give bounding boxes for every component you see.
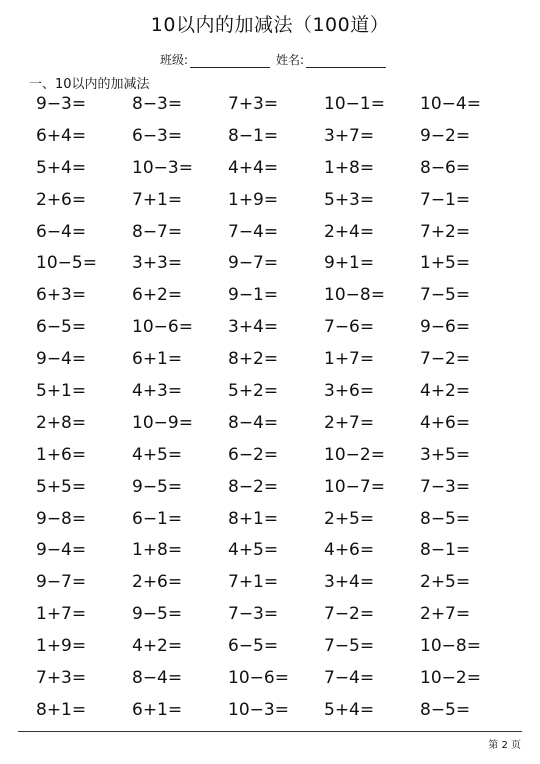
problem-row xyxy=(36,534,516,566)
problem-row xyxy=(36,407,516,439)
problem-item: 7−1= xyxy=(420,189,471,210)
problem-item: 2+8= xyxy=(36,412,87,433)
section-heading: 一、10以内的加减法 xyxy=(29,77,150,92)
problem-item: 5+3= xyxy=(324,189,375,210)
problem-row xyxy=(36,152,516,184)
problem-grid xyxy=(36,88,516,726)
problem-item: 3+7= xyxy=(324,125,375,146)
problem-item: 8−2= xyxy=(228,476,279,497)
name-blank-line[interactable] xyxy=(306,55,386,68)
problem-item: 1+8= xyxy=(324,157,375,178)
problem-item: 9−5= xyxy=(132,604,183,625)
problem-item: 4+2= xyxy=(420,380,471,401)
problem-item: 2+7= xyxy=(420,604,471,625)
problem-item: 4+6= xyxy=(324,540,375,561)
problem-item: 2+6= xyxy=(132,572,183,593)
problem-item: 2+5= xyxy=(420,572,471,593)
problem-item: 6+3= xyxy=(36,285,87,306)
problem-item: 9−8= xyxy=(36,508,87,529)
student-info xyxy=(160,51,386,68)
problem-item: 1+9= xyxy=(36,636,87,657)
problem-row xyxy=(36,566,516,598)
problem-item: 10−3= xyxy=(228,699,289,720)
problem-item: 8−5= xyxy=(420,699,471,720)
problem-item: 1+7= xyxy=(324,349,375,370)
problem-item: 7−2= xyxy=(324,604,375,625)
problem-item: 8−6= xyxy=(420,157,471,178)
problem-item: 7−5= xyxy=(324,636,375,657)
problem-row xyxy=(36,503,516,535)
problem-item: 3+6= xyxy=(324,380,375,401)
footer-divider xyxy=(18,731,522,732)
problem-item: 2+5= xyxy=(324,508,375,529)
problem-row xyxy=(36,311,516,343)
problem-item: 5+2= xyxy=(228,380,279,401)
problem-item: 7+3= xyxy=(228,93,279,114)
problem-item: 6−4= xyxy=(36,221,87,242)
page-number: 第 2 页 xyxy=(488,740,521,751)
class-label: 班级: xyxy=(160,53,189,67)
problem-item: 10−6= xyxy=(132,317,193,338)
problem-item: 8+2= xyxy=(228,349,279,370)
problem-item: 1+6= xyxy=(36,444,87,465)
problem-item: 7+3= xyxy=(36,667,87,688)
problem-item: 6−2= xyxy=(228,444,279,465)
problem-item: 9−4= xyxy=(36,540,87,561)
problem-item: 10−8= xyxy=(420,636,481,657)
problem-item: 5+4= xyxy=(36,157,87,178)
problem-item: 3+4= xyxy=(228,317,279,338)
problem-item: 9−4= xyxy=(36,349,87,370)
problem-item: 7−6= xyxy=(324,317,375,338)
problem-item: 4+5= xyxy=(228,540,279,561)
problem-item: 9−6= xyxy=(420,317,471,338)
problem-item: 7−4= xyxy=(324,667,375,688)
problem-item: 9−7= xyxy=(36,572,87,593)
problem-item: 2+7= xyxy=(324,412,375,433)
problem-row xyxy=(36,343,516,375)
problem-item: 5+4= xyxy=(324,699,375,720)
problem-item: 6−3= xyxy=(132,125,183,146)
problem-item: 7−5= xyxy=(420,285,471,306)
problem-item: 9−7= xyxy=(228,253,279,274)
problem-item: 5+5= xyxy=(36,476,87,497)
problem-row xyxy=(36,439,516,471)
problem-item: 7+2= xyxy=(420,221,471,242)
problem-item: 8−4= xyxy=(132,667,183,688)
problem-item: 8−7= xyxy=(132,221,183,242)
problem-item: 6+4= xyxy=(36,125,87,146)
problem-item: 1+8= xyxy=(132,540,183,561)
problem-item: 8+1= xyxy=(228,508,279,529)
problem-row xyxy=(36,375,516,407)
problem-item: 1+9= xyxy=(228,189,279,210)
problem-row xyxy=(36,120,516,152)
problem-item: 4+5= xyxy=(132,444,183,465)
problem-item: 6+2= xyxy=(132,285,183,306)
problem-item: 10−6= xyxy=(228,667,289,688)
problem-item: 3+4= xyxy=(324,572,375,593)
problem-row xyxy=(36,184,516,216)
problem-item: 4+4= xyxy=(228,157,279,178)
problem-item: 6+1= xyxy=(132,349,183,370)
problem-row xyxy=(36,216,516,248)
problem-item: 4+2= xyxy=(132,636,183,657)
problem-item: 7−3= xyxy=(228,604,279,625)
problem-item: 4+3= xyxy=(132,380,183,401)
problem-item: 7+1= xyxy=(228,572,279,593)
problem-row xyxy=(36,279,516,311)
problem-item: 9−5= xyxy=(132,476,183,497)
problem-item: 3+3= xyxy=(132,253,183,274)
problem-item: 10−3= xyxy=(132,157,193,178)
problem-item: 2+4= xyxy=(324,221,375,242)
problem-item: 10−5= xyxy=(36,253,97,274)
problem-item: 6−5= xyxy=(36,317,87,338)
problem-item: 10−7= xyxy=(324,476,385,497)
problem-item: 10−1= xyxy=(324,93,385,114)
problem-item: 9−3= xyxy=(36,93,87,114)
problem-row xyxy=(36,694,516,726)
problem-item: 7−3= xyxy=(420,476,471,497)
problem-item: 10−2= xyxy=(420,667,481,688)
problem-row xyxy=(36,630,516,662)
problem-row xyxy=(36,471,516,503)
problem-item: 10−8= xyxy=(324,285,385,306)
problem-row xyxy=(36,662,516,694)
problem-item: 10−4= xyxy=(420,93,481,114)
problem-row xyxy=(36,88,516,120)
problem-row xyxy=(36,598,516,630)
problem-item: 9−2= xyxy=(420,125,471,146)
problem-item: 8−5= xyxy=(420,508,471,529)
problem-item: 1+5= xyxy=(420,253,471,274)
problem-item: 9+1= xyxy=(324,253,375,274)
problem-item: 8−3= xyxy=(132,93,183,114)
problem-item: 8−1= xyxy=(228,125,279,146)
worksheet-title: 10以内的加减法（100道） xyxy=(150,14,390,36)
problem-item: 5+1= xyxy=(36,380,87,401)
problem-item: 10−2= xyxy=(324,444,385,465)
problem-item: 6+1= xyxy=(132,699,183,720)
problem-item: 7+1= xyxy=(132,189,183,210)
problem-row xyxy=(36,247,516,279)
class-blank-line[interactable] xyxy=(190,55,270,68)
problem-item: 6−5= xyxy=(228,636,279,657)
problem-item: 7−4= xyxy=(228,221,279,242)
problem-item: 3+5= xyxy=(420,444,471,465)
problem-item: 8+1= xyxy=(36,699,87,720)
problem-item: 7−2= xyxy=(420,349,471,370)
problem-item: 10−9= xyxy=(132,412,193,433)
problem-item: 1+7= xyxy=(36,604,87,625)
problem-item: 8−1= xyxy=(420,540,471,561)
problem-item: 8−4= xyxy=(228,412,279,433)
problem-item: 4+6= xyxy=(420,412,471,433)
problem-item: 9−1= xyxy=(228,285,279,306)
name-label: 姓名: xyxy=(276,53,305,67)
problem-item: 2+6= xyxy=(36,189,87,210)
problem-item: 6−1= xyxy=(132,508,183,529)
